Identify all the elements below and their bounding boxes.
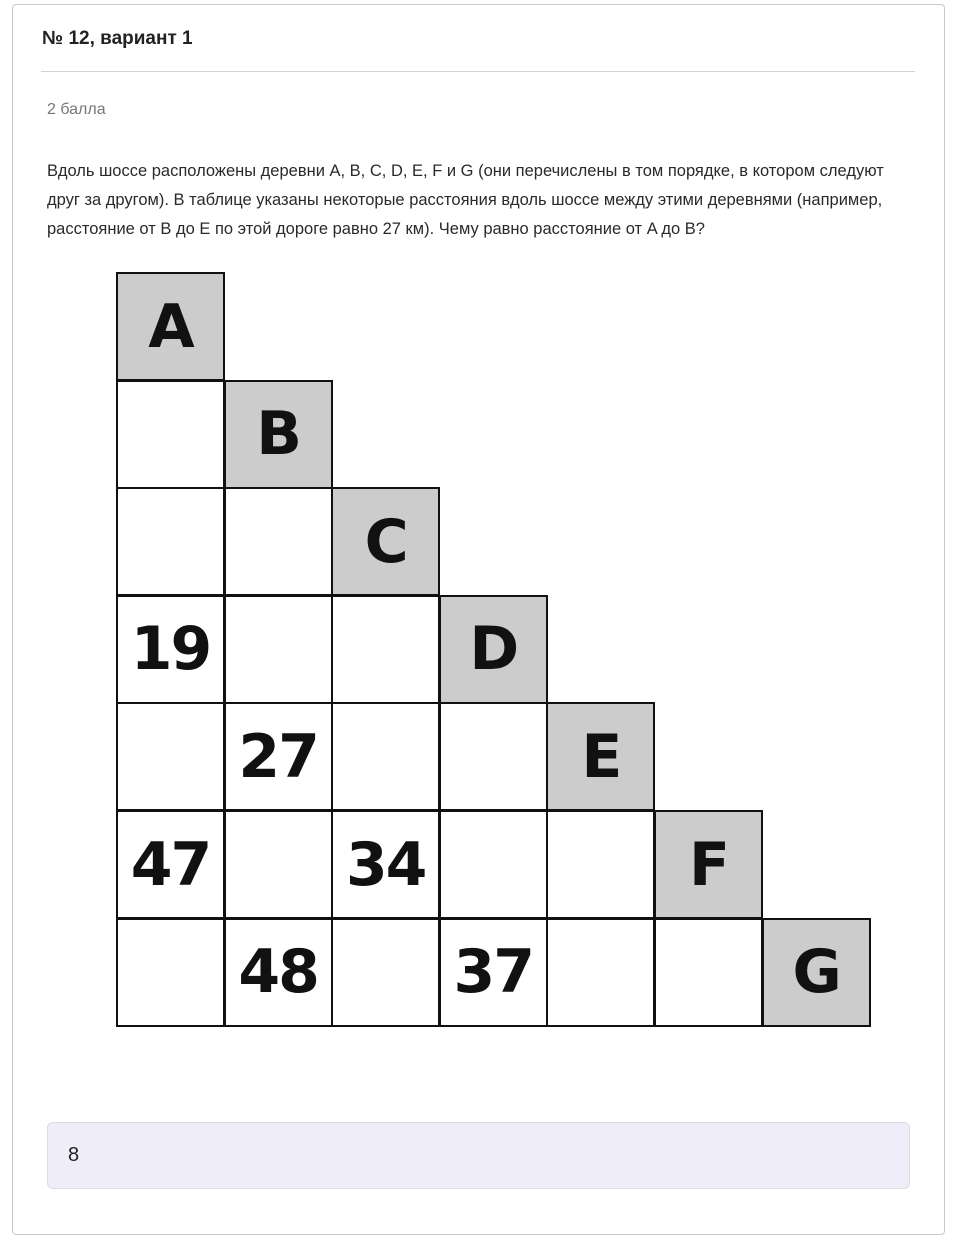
empty-cell xyxy=(116,487,225,596)
village-header-c: C xyxy=(331,487,440,596)
village-header-g: G xyxy=(762,918,871,1027)
empty-cell xyxy=(331,702,440,811)
answer-field[interactable] xyxy=(47,1122,910,1189)
empty-cell xyxy=(116,702,225,811)
distance-cell: 27 xyxy=(224,702,333,811)
empty-cell xyxy=(439,810,548,919)
distance-cell: 34 xyxy=(331,810,440,919)
distance-cell: 48 xyxy=(224,918,333,1027)
village-header-f: F xyxy=(654,810,763,919)
empty-cell xyxy=(331,918,440,1027)
task-title: № 12, вариант 1 xyxy=(42,28,193,49)
empty-cell xyxy=(654,918,763,1027)
empty-cell xyxy=(116,380,225,489)
title-divider xyxy=(41,71,915,72)
points-label: 2 балла xyxy=(47,101,106,118)
empty-cell xyxy=(224,810,333,919)
answer-value: 8 xyxy=(68,1144,80,1166)
empty-cell xyxy=(439,702,548,811)
empty-cell xyxy=(224,595,333,704)
distance-cell: 19 xyxy=(116,595,225,704)
village-header-a: A xyxy=(116,272,225,381)
empty-cell xyxy=(331,595,440,704)
distance-table xyxy=(116,272,872,1022)
empty-cell xyxy=(224,487,333,596)
empty-cell xyxy=(116,918,225,1027)
empty-cell xyxy=(546,918,655,1027)
village-header-d: D xyxy=(439,595,548,704)
question-text: Вдоль шоссе расположены деревни A, B, C, D, E, F и G (они перечислены в том порядке, в котором следуют друг за другом). В таблице указаны некоторые расстояния вдоль шоссе между этими деревнями (например, расстояние от B до E по этой дороге равно 27 км). Чему равно расстояние от A до B? xyxy=(47,162,884,238)
distance-cell: 37 xyxy=(439,918,548,1027)
village-header-b: B xyxy=(224,380,333,489)
distance-cell: 47 xyxy=(116,810,225,919)
village-header-e: E xyxy=(546,702,655,811)
empty-cell xyxy=(546,810,655,919)
